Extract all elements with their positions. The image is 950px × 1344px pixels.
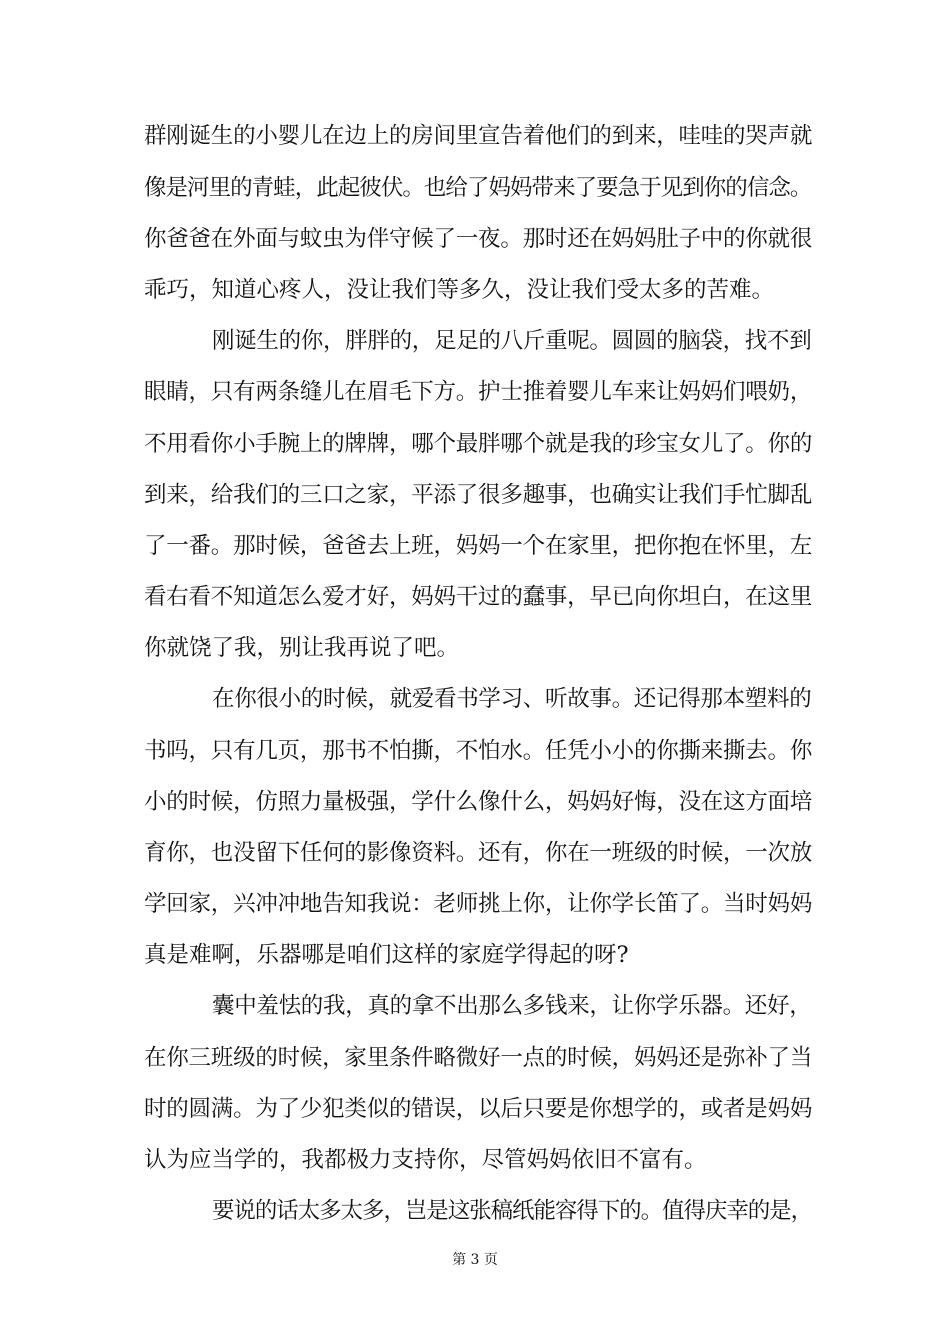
text-line: 你就饶了我，别让我再说了吧。 xyxy=(144,635,460,661)
text-line: 你爸爸在外面与蚊虫为伴守候了一夜。那时还在妈妈肚子中的你就很 xyxy=(144,226,813,252)
text-line: 认为应当学的，我都极力支持你，尽管妈妈依旧不富有。 xyxy=(144,1147,707,1173)
text-line: 到来，给我们的三口之家，平添了很多趣事，也确实让我们手忙脚乱 xyxy=(144,482,813,508)
text-line: 群刚诞生的小婴儿在边上的房间里宣告着他们的到来，哇哇的哭声就 xyxy=(144,123,813,149)
text-line: 眼睛，只有两条缝儿在眉毛下方。护士推着婴儿车来让妈妈们喂奶， xyxy=(144,379,813,405)
paragraph-first-line: 囊中羞怯的我，真的拿不出那么多钱来，让你学乐器。还好， xyxy=(212,993,812,1019)
text-line: 像是河里的青蛙，此起彼伏。也给了妈妈带来了要急于见到你的信念。 xyxy=(144,175,812,201)
text-line: 小的时候，仿照力量极强，学什么像什么，妈妈好悔，没在这方面培 xyxy=(144,789,813,815)
text-line: 在你三班级的时候，家里条件略微好一点的时候，妈妈还是弥补了当 xyxy=(144,1045,813,1071)
text-line: 真是难啊，乐器哪是咱们这样的家庭学得起的呀? xyxy=(144,942,629,968)
text-line: 时的圆满。为了少犯类似的错误，以后只要是你想学的，或者是妈妈 xyxy=(144,1096,813,1122)
text-line: 育你，也没留下任何的影像资料。还有，你在一班级的时候，一次放 xyxy=(144,840,813,866)
text-line: 书吗，只有几页，那书不怕撕，不怕水。任凭小小的你撕来撕去。你 xyxy=(144,738,813,764)
paragraph-first-line: 在你很小的时候，就爱看书学习、听故事。还记得那本塑料的 xyxy=(212,686,812,712)
text-line: 不用看你小手腕上的牌牌，哪个最胖哪个就是我的珍宝女儿了。你的 xyxy=(144,431,813,457)
paragraph-first-line: 刚诞生的你，胖胖的，足足的八斤重呢。圆圆的脑袋，找不到 xyxy=(212,328,812,354)
text-line: 看右看不知道怎么爱才好，妈妈干过的蠢事，早已向你坦白，在这里 xyxy=(144,584,813,610)
paragraph-first-line: 要说的话太多太多，岂是这张稿纸能容得下的。值得庆幸的是， xyxy=(212,1198,813,1224)
text-line: 乖巧，知道心疼人，没让我们等多久，没让我们受太多的苦难。 xyxy=(144,277,775,303)
text-line: 学回家，兴冲冲地告知我说：老师挑上你，让你学长笛了。当时妈妈 xyxy=(144,891,813,917)
text-line: 了一番。那时候，爸爸去上班，妈妈一个在家里，把你抱在怀里，左 xyxy=(144,533,813,559)
page-number: 第 3 页 xyxy=(452,1252,498,1268)
